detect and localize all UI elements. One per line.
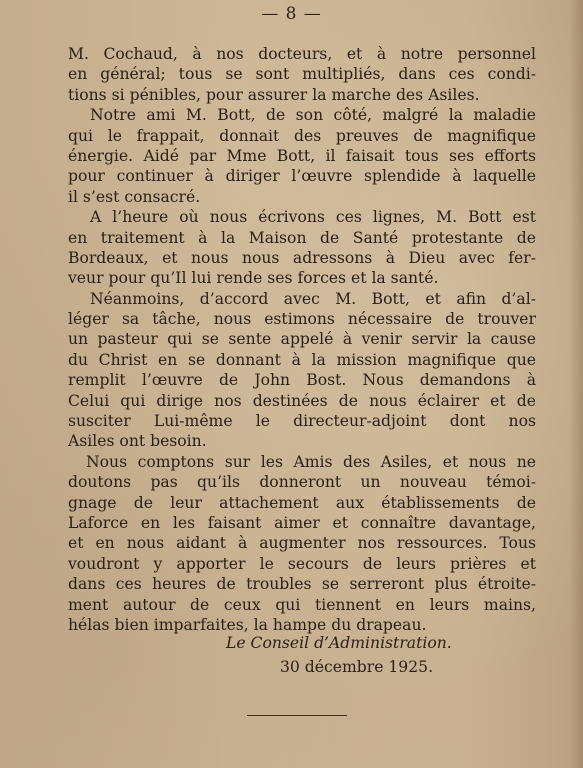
text-line: Notre ami M. Bott, de son côté, malgré la maladie <box>90 106 536 125</box>
text-line: Laforce en les faisant aimer et connaître davantage, <box>68 513 536 532</box>
text-line: en général; tous se sont multipliés, dans ces condi- <box>68 65 536 84</box>
text-line: et en nous aidant à augmenter nos ressources. Tous <box>68 534 536 553</box>
text-line: veur pour qu’Il lui rende ses forces et la santé. <box>68 269 439 288</box>
text-line: A l’heure où nous écrivons ces lignes, M. Bott est <box>90 208 536 227</box>
text-line: ment autour de ceux qui tiennent en leurs mains, <box>68 595 536 614</box>
text-line: susciter Lui-même le directeur-adjoint dont nos <box>68 412 536 431</box>
page-number: — 8 — <box>261 4 322 24</box>
text-line: hélas bien imparfaites, la hampe du drapeau. <box>68 615 427 634</box>
text-line: gnage de leur attachement aux établissements de <box>68 493 536 512</box>
text-line: tions si pénibles, pour assurer la marche des Asiles. <box>68 85 480 104</box>
text-line: M. Cochaud, à nos docteurs, et à notre personnel <box>68 45 536 63</box>
text-line: Néanmoins, d’accord avec M. Bott, et afin d’al- <box>90 289 536 308</box>
text-line: qui le frappait, donnait des preuves de magnifique <box>68 126 536 145</box>
text-line: pour continuer à diriger l’œuvre splendide à laquelle <box>68 167 536 186</box>
signature: Le Conseil d’Administration. <box>226 634 452 652</box>
text-line: Bordeaux, et nous nous adressons à Dieu avec fer- <box>68 248 536 267</box>
text-line: voudront y apporter le secours de leurs prières et <box>68 554 536 573</box>
text-line: Asiles ont besoin. <box>68 432 207 451</box>
text-line: remplit l’œuvre de John Bost. Nous demandons à <box>68 371 536 390</box>
page-edge-shadow <box>569 0 583 768</box>
text-line: léger sa tâche, nous estimons nécessaire de trouver <box>68 310 536 329</box>
text-line: doutons pas qu’ils donneront un nouveau témoi- <box>68 473 536 492</box>
text-line: Nous comptons sur les Amis des Asiles, et nous ne <box>86 452 536 471</box>
divider-rule <box>247 715 347 716</box>
closing-date: 30 décembre 1925. <box>280 658 434 676</box>
body-text <box>68 44 536 635</box>
text-line: il s’est consacré. <box>68 187 201 206</box>
text-line: du Christ en se donnant à la mission magnifique que <box>68 350 536 369</box>
text-line: énergie. Aidé par Mme Bott, il faisait tous ses efforts <box>68 146 536 165</box>
text-line: Celui qui dirige nos destinées de nous éclairer et de <box>68 391 536 410</box>
text-line: un pasteur qui se sente appelé à venir servir la cause <box>68 330 536 349</box>
text-line: en traitement à la Maison de Santé protestante de <box>68 228 536 247</box>
text-line: dans ces heures de troubles se serreront plus étroite- <box>68 575 536 594</box>
